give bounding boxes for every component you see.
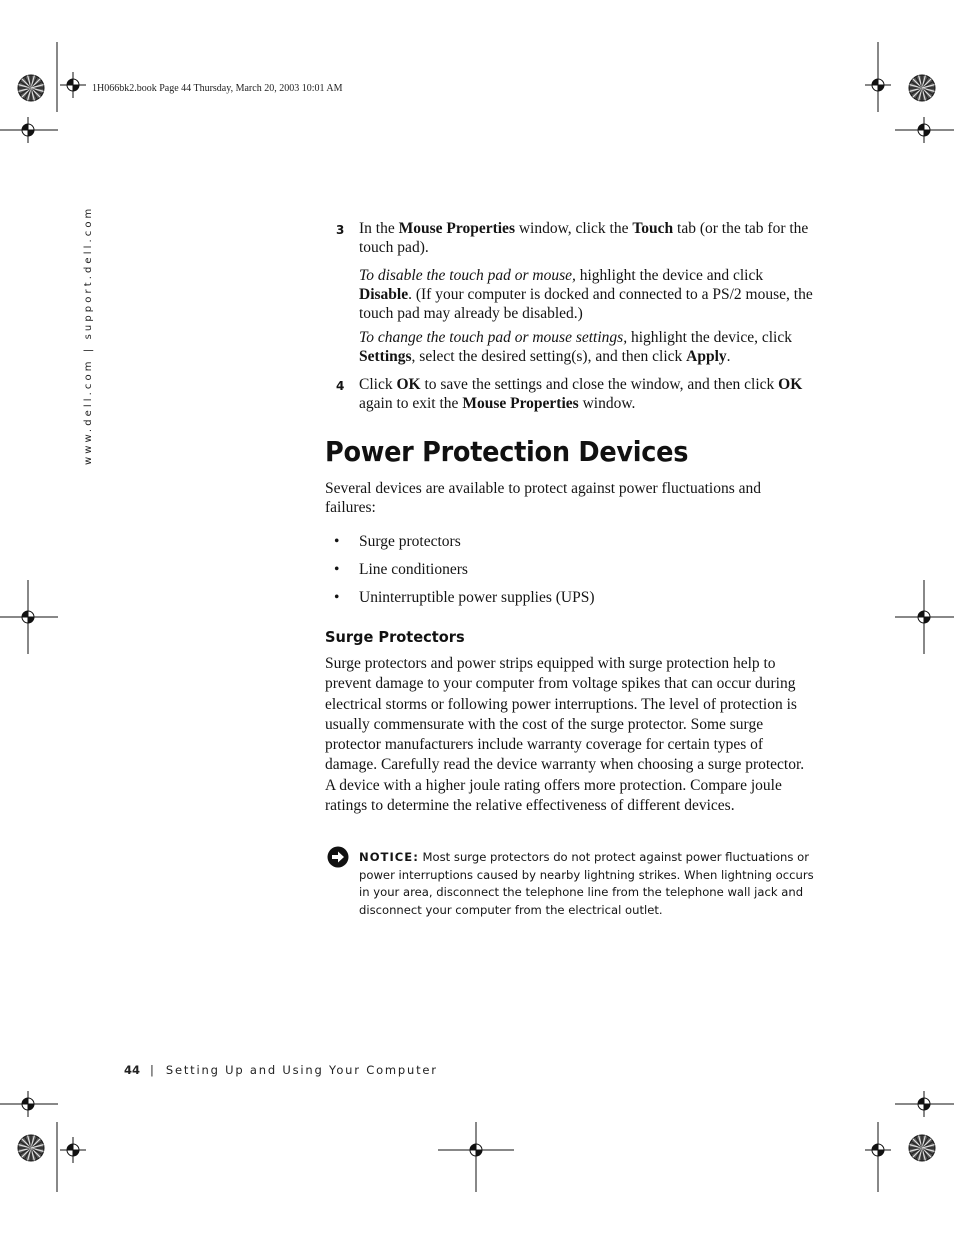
side-url-text: www.dell.com | support.dell.com: [83, 205, 94, 465]
registration-mark-icon: [909, 1135, 935, 1161]
crosshair-target-icon: [911, 1091, 937, 1117]
crosshair-target-icon: [463, 1137, 489, 1163]
touch-tab-ref: Touch: [632, 220, 674, 237]
crosshair-target-icon: [911, 117, 937, 143]
footer-separator: |: [150, 1063, 154, 1077]
ok-ref: OK: [396, 376, 421, 393]
step-number: 4: [336, 379, 345, 393]
ok-ref: OK: [778, 376, 803, 393]
registration-mark-icon: [909, 75, 935, 101]
change-settings-instructions: To change the touch pad or mouse settings, highlight the device, click Settings, select the desired setting(s), and then click Apply.: [359, 329, 792, 365]
book-page-meta: 1H066bk2.book Page 44 Thursday, March 20, 2003 10:01 AM: [92, 83, 343, 94]
settings-ref: Settings: [359, 348, 412, 365]
crosshair-target-icon: [15, 1091, 41, 1117]
notice-text: NOTICE: Most surge protectors do not protect against power fluctuations or power interruptions caused by nearby lightning strikes. When lightning occurs in your area, disconnect the telephone line from the telephone wall jack and disconnect your computer from the electrical outlet.: [359, 850, 814, 917]
subsection-heading: Surge Protectors: [325, 628, 465, 646]
notice-arrow-icon: [327, 846, 349, 868]
page-number: 44: [124, 1063, 141, 1077]
section-heading: Power Protection Devices: [325, 436, 689, 468]
crosshair-target-icon: [15, 604, 41, 630]
disable-ref: Disable: [359, 286, 409, 303]
step-4: 4 Click OK to save the settings and close the window, and then click OK again to exit the Mouse Properties window.: [336, 376, 803, 412]
disable-instructions: To disable the touch pad or mouse, highlight the device and click Disable. (If your computer is docked and connected to a PS/2 mouse, the touch pad may already be disabled.): [359, 267, 813, 322]
crosshair-target-icon: [15, 117, 41, 143]
surge-paragraph: Surge protectors and power strips equipped with surge protection help to prevent damage to your computer from voltage spikes that can occur during electrical storms or following power interruptions. The level of protection is usually commensurate with the cost of the surge protector. Some surge protector manufacturers include warranty coverage for certain types of damage. Carefully read the device warranty when choosing a surge protector. A device with a higher joule rating offers more protection. Compare joule ratings to determine the relative effectiveness of different devices.: [325, 655, 805, 815]
registration-mark-icon: [18, 1135, 44, 1161]
crosshair-target-icon: [865, 1137, 891, 1163]
mouse-properties-ref: Mouse Properties: [398, 220, 515, 237]
page-footer: [124, 1063, 438, 1077]
footer-title: Setting Up and Using Your Computer: [165, 1063, 438, 1077]
crosshair-target-icon: [865, 72, 891, 98]
step-3: 3 In the Mouse Properties window, click the Touch tab (or the tab for the touch pad).: [336, 220, 809, 256]
apply-ref: Apply: [686, 348, 727, 365]
intro-paragraph: Several devices are available to protect against power fluctuations and failures:: [325, 480, 761, 516]
registration-mark-icon: [18, 75, 44, 101]
crosshair-target-icon: [60, 1137, 86, 1163]
mouse-properties-ref: Mouse Properties: [462, 395, 579, 412]
crosshair-target-icon: [60, 72, 86, 98]
step-number: 3: [336, 223, 345, 237]
crosshair-target-icon: [911, 604, 937, 630]
notice-label: NOTICE:: [359, 850, 419, 864]
